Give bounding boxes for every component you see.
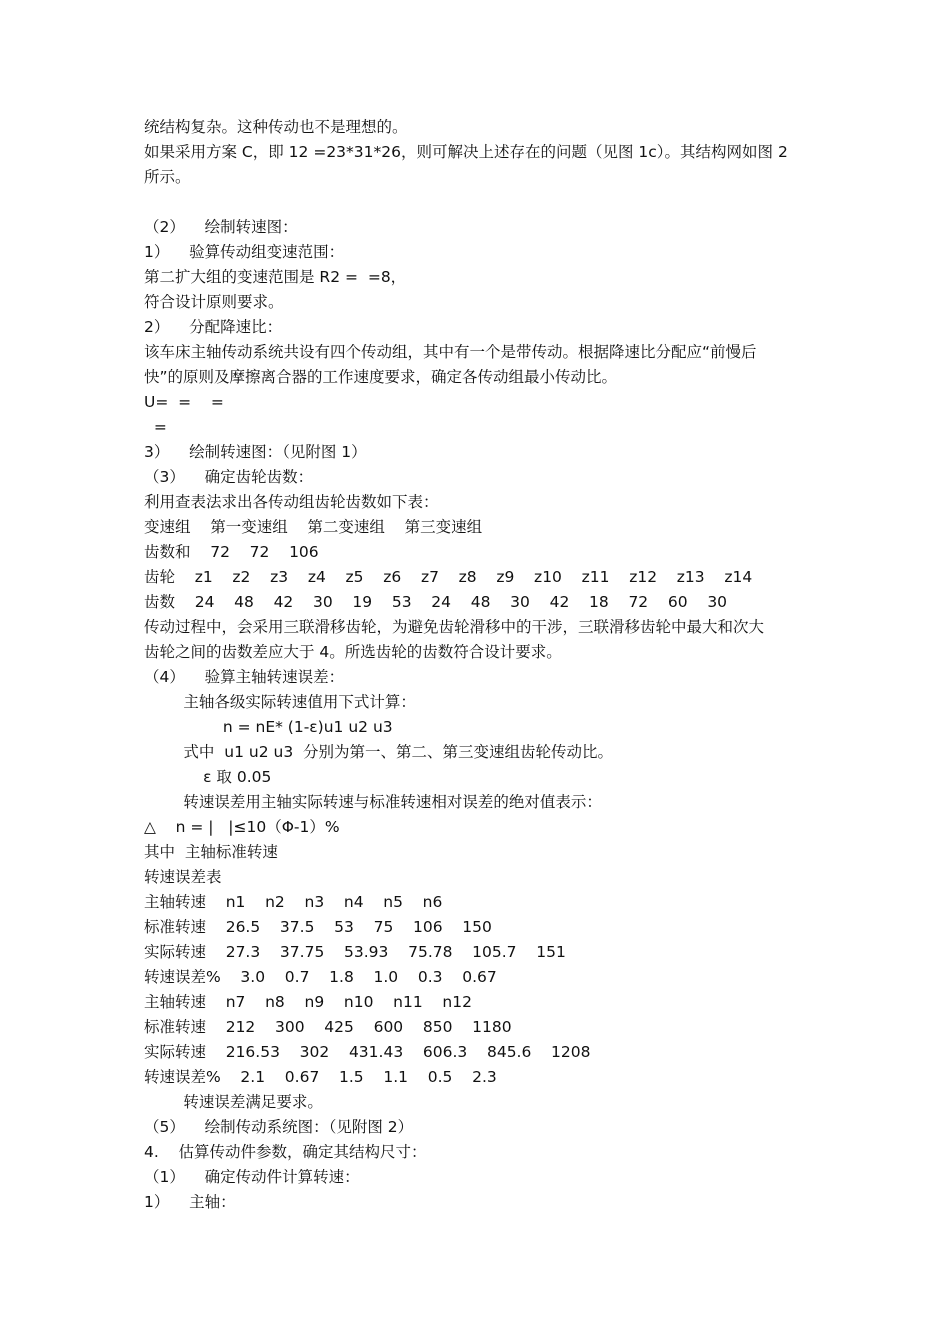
text-line: 齿数 24 48 42 30 19 53 24 48 30 42 18 72 60 30 [144, 593, 728, 611]
text-line: 第二扩大组的变速范围是 R2 = =8， [144, 268, 407, 286]
text-line: 所示。 [144, 168, 191, 186]
text-line: 齿轮之间的齿数差应大于 4。所选齿轮的齿数符合设计要求。 [144, 643, 562, 661]
text-line: （1） 确定传动件计算转速： [144, 1168, 360, 1186]
text-line: △ n = | |≤10（Φ-1）% [144, 818, 340, 836]
text-line: 标准转速 26.5 37.5 53 75 106 150 [144, 918, 492, 936]
text-line: （4） 验算主轴转速误差： [144, 668, 345, 686]
text-line: = [144, 418, 167, 436]
text-line: 齿数和 72 72 106 [144, 543, 319, 561]
text-line: 主轴转速 n1 n2 n3 n4 n5 n6 [144, 893, 443, 911]
text-line: 1） 主轴： [144, 1193, 236, 1211]
text-line: 该车床主轴传动系统共设有四个传动组，其中有一个是带传动。根据降速比分配应“前慢后 [144, 343, 757, 361]
text-line: 3） 绘制转速图：（见附图 1） [144, 443, 367, 461]
text-line: 实际转速 27.3 37.75 53.93 75.78 105.7 151 [144, 943, 566, 961]
text-line: 主轴各级实际转速值用下式计算： [144, 693, 416, 711]
text-line: 变速组 第一变速组 第二变速组 第三变速组 [144, 518, 483, 536]
text-line: 实际转速 216.53 302 431.43 606.3 845.6 1208 [144, 1043, 591, 1061]
text-line: 统结构复杂。这种传动也不是理想的。 [144, 118, 408, 136]
text-line: 转速误差表 [144, 868, 222, 886]
text-line: ε 取 0.05 [144, 768, 272, 786]
text-line: 式中 u1 u2 u3 分别为第一、第二、第三变速组齿轮传动比。 [144, 743, 614, 761]
text-line: 转速误差用主轴实际转速与标准转速相对误差的绝对值表示： [144, 793, 602, 811]
text-line: 利用查表法求出各传动组齿轮齿数如下表： [144, 493, 439, 511]
text-line: 2） 分配降速比： [144, 318, 283, 336]
text-line: 转速误差满足要求。 [144, 1093, 323, 1111]
text-line: 转速误差% 3.0 0.7 1.8 1.0 0.3 0.67 [144, 968, 497, 986]
text-line: 快”的原则及摩擦离合器的工作速度要求，确定各传动组最小传动比。 [144, 368, 618, 386]
text-line: （5） 绘制传动系统图：（见附图 2） [144, 1118, 414, 1136]
text-line: 1） 验算传动组变速范围： [144, 243, 345, 261]
text-line: （2） 绘制转速图： [144, 218, 298, 236]
text-line: U= = = [144, 393, 224, 411]
text-line: 符合设计原则要求。 [144, 293, 284, 311]
text-line: 4. 估算传动件参数，确定其结构尺寸： [144, 1143, 427, 1161]
text-line: 齿轮 z1 z2 z3 z4 z5 z6 z7 z8 z9 z10 z11 z12 z13 z14 [144, 568, 753, 586]
text-line: 主轴转速 n7 n8 n9 n10 n11 n12 [144, 993, 472, 1011]
text-line: n = nE* (1-ε)u1 u2 u3 [144, 718, 393, 736]
text-line: 传动过程中，会采用三联滑移齿轮，为避免齿轮滑移中的干涉，三联滑移齿轮中最大和次大 [144, 618, 765, 636]
text-line: 其中 主轴标准转速 [144, 843, 278, 861]
text-line: 如果采用方案 C，即 12 =23*31*26，则可解决上述存在的问题（见图 1c）。其结构网如图 2 [144, 143, 788, 161]
text-line: 转速误差% 2.1 0.67 1.5 1.1 0.5 2.3 [144, 1068, 497, 1086]
text-line: 标准转速 212 300 425 600 850 1180 [144, 1018, 512, 1036]
text-line: （3） 确定齿轮齿数： [144, 468, 314, 486]
